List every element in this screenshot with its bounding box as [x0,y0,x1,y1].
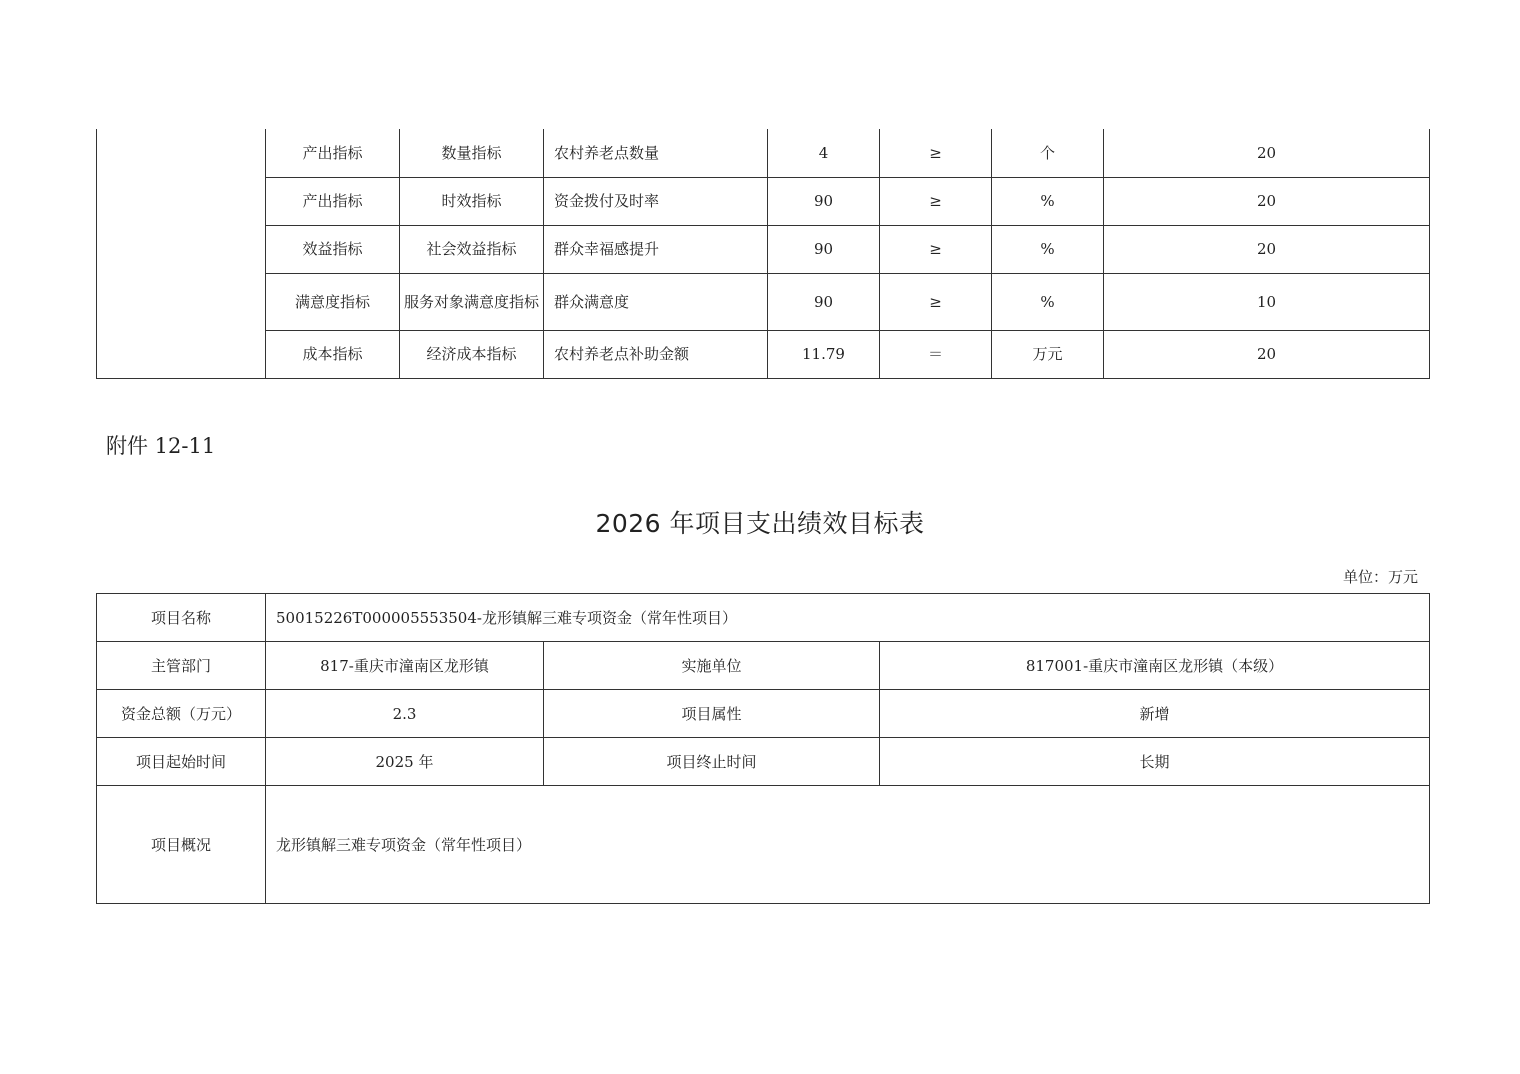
project-info-table [96,593,1430,904]
start-time-label: 项目起始时间 [97,738,266,786]
fund-total-value: 2.3 [266,690,544,738]
indicator-weight: 20 [1104,225,1430,273]
indicator-table-continued [96,129,1430,379]
end-time-value: 长期 [880,738,1430,786]
indicator-unit: % [992,273,1104,330]
table-row [97,690,1430,738]
level2-indicator: 时效指标 [400,177,544,225]
table-row [97,273,1430,330]
indicator-name: 资金拨付及时率 [544,177,768,225]
overview-label: 项目概况 [97,786,266,904]
indicator-weight: 20 [1104,177,1430,225]
indicator-operator: ＝ [880,330,992,378]
indicator-value: 90 [768,273,880,330]
level2-indicator: 社会效益指标 [400,225,544,273]
table-row [97,594,1430,642]
overview-value: 龙形镇解三难专项资金（常年性项目） [266,786,1430,904]
table-row [97,225,1430,273]
project-attr-value: 新增 [880,690,1430,738]
indicator-name: 农村养老点数量 [544,129,768,177]
table-row [97,129,1430,177]
indicator-name: 群众满意度 [544,273,768,330]
indicator-operator: ≥ [880,225,992,273]
unit-label: 单位：万元 [1342,568,1418,586]
impl-unit-label: 实施单位 [544,642,880,690]
end-time-label: 项目终止时间 [544,738,880,786]
level1-indicator: 产出指标 [266,129,400,177]
page-title: 2026 年项目支出绩效目标表 [595,509,925,538]
project-attr-label: 项目属性 [544,690,880,738]
project-name-label: 项目名称 [97,594,266,642]
impl-unit-value: 817001-重庆市潼南区龙形镇（本级） [880,642,1430,690]
table-row [97,330,1430,378]
level2-indicator: 经济成本指标 [400,330,544,378]
indicator-value: 90 [768,225,880,273]
dept-value: 817-重庆市潼南区龙形镇 [266,642,544,690]
indicator-unit: 个 [992,129,1104,177]
indicator-weight: 10 [1104,273,1430,330]
indicator-name: 群众幸福感提升 [544,225,768,273]
dept-label: 主管部门 [97,642,266,690]
level2-indicator: 服务对象满意度指标 [400,273,544,330]
indicator-value: 90 [768,177,880,225]
indicator-operator: ≥ [880,177,992,225]
table-row [97,642,1430,690]
project-name-value: 50015226T000005553504-龙形镇解三难专项资金（常年性项目） [266,594,1430,642]
table-row [97,177,1430,225]
level1-indicator: 成本指标 [266,330,400,378]
attachment-label: 附件 12-11 [106,434,216,458]
indicator-name: 农村养老点补助金额 [544,330,768,378]
start-time-value: 2025 年 [266,738,544,786]
level1-indicator: 产出指标 [266,177,400,225]
table-row [97,786,1430,904]
indicator-operator: ≥ [880,273,992,330]
indicator-value: 11.79 [768,330,880,378]
level1-indicator: 效益指标 [266,225,400,273]
indicator-unit: % [992,177,1104,225]
level1-indicator: 满意度指标 [266,273,400,330]
indicator-weight: 20 [1104,330,1430,378]
indicator-unit: % [992,225,1104,273]
table-row [97,738,1430,786]
indicator-operator: ≥ [880,129,992,177]
indicator-weight: 20 [1104,129,1430,177]
indicator-unit: 万元 [992,330,1104,378]
indicator-value: 4 [768,129,880,177]
merged-blank-cell [97,129,266,378]
level2-indicator: 数量指标 [400,129,544,177]
fund-total-label: 资金总额（万元） [97,690,266,738]
